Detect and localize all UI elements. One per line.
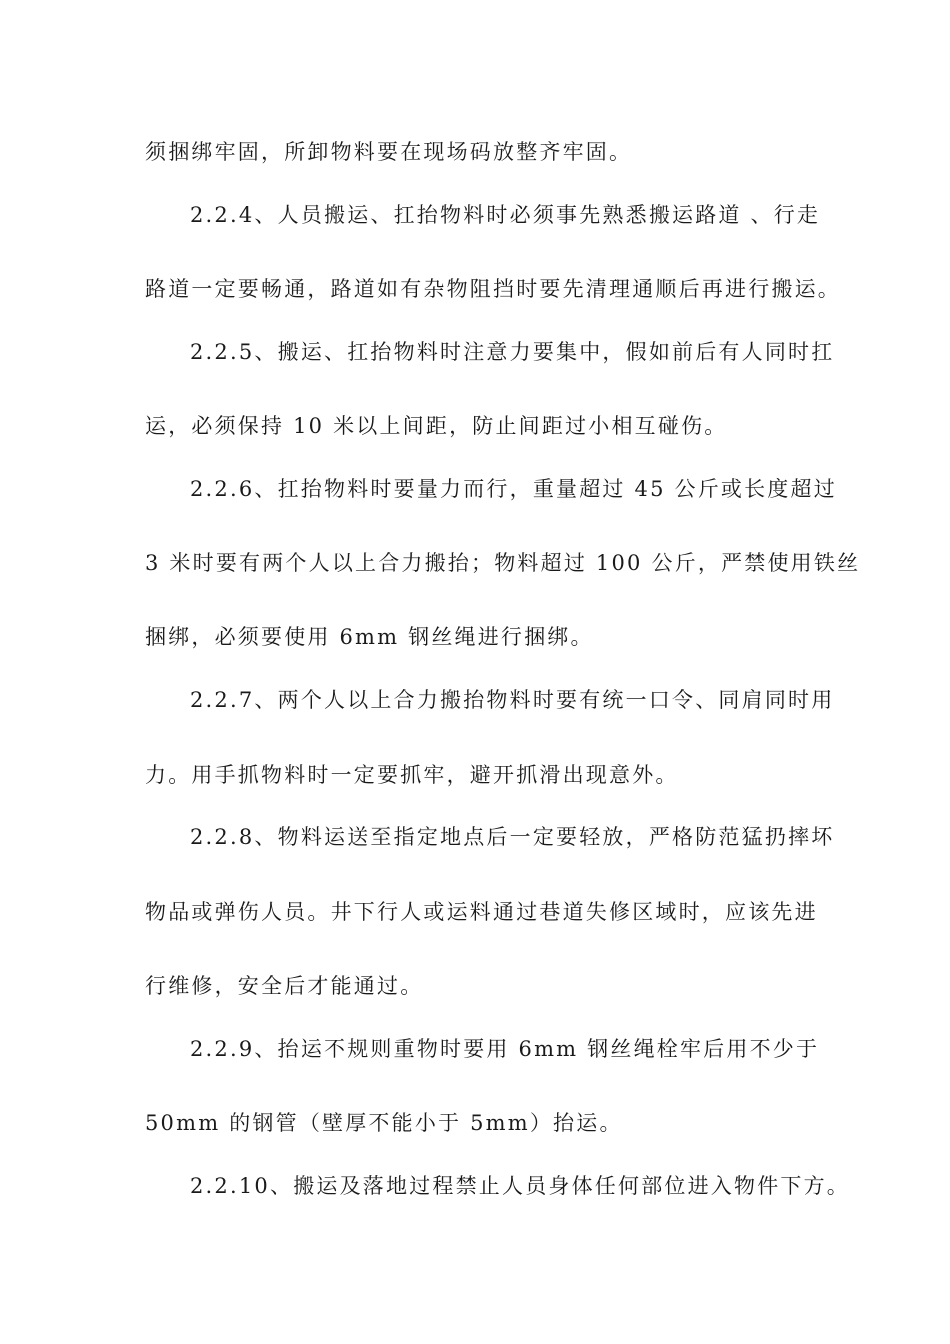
clause-2-2-8: 2.2.8、物料运送至指定地点后一定要轻放，严格防范猛扔摔坏: [190, 825, 835, 849]
text-line-5: 运，必须保持 10 米以上间距，防止间距过小相互碰伤。: [145, 414, 728, 438]
text-line-12: 物品或弹伤人员。井下行人或运料通过巷道失修区域时，应该先进: [145, 900, 818, 924]
text-line-15: 50mm 的钢管（壁厚不能小于 5mm）抬运。: [145, 1111, 623, 1135]
text-line-1: 须捆绑牢固，所卸物料要在现场码放整齐牢固。: [145, 140, 633, 164]
text-line-8: 捆绑，必须要使用 6mm 钢丝绳进行捆绑。: [145, 625, 594, 649]
text-line-7: 3 米时要有两个人以上合力搬抬；物料超过 100 公斤，严禁使用铁丝: [145, 551, 861, 575]
clause-2-2-6: 2.2.6、扛抬物料时要量力而行，重量超过 45 公斤或长度超过: [190, 477, 837, 501]
text-line-10: 力。用手抓物料时一定要抓牢，避开抓滑出现意外。: [145, 763, 679, 787]
clause-2-2-10: 2.2.10、搬运及落地过程禁止人员身体任何部位进入物件下方。: [190, 1174, 850, 1198]
clause-2-2-5: 2.2.5、搬运、扛抬物料时注意力要集中，假如前后有人同时扛: [190, 340, 835, 364]
text-line-13: 行维修，安全后才能通过。: [145, 974, 424, 998]
clause-2-2-7: 2.2.7、两个人以上合力搬抬物料时要有统一口令、同肩同时用: [190, 688, 835, 712]
clause-2-2-4: 2.2.4、人员搬运、扛抬物料时必须事先熟悉搬运路道 、行走: [190, 203, 821, 227]
text-line-3: 路道一定要畅通，路道如有杂物阻挡时要先清理通顺后再进行搬运。: [145, 277, 841, 301]
clause-2-2-9: 2.2.9、抬运不规则重物时要用 6mm 钢丝绳栓牢后用不少于: [190, 1037, 820, 1061]
